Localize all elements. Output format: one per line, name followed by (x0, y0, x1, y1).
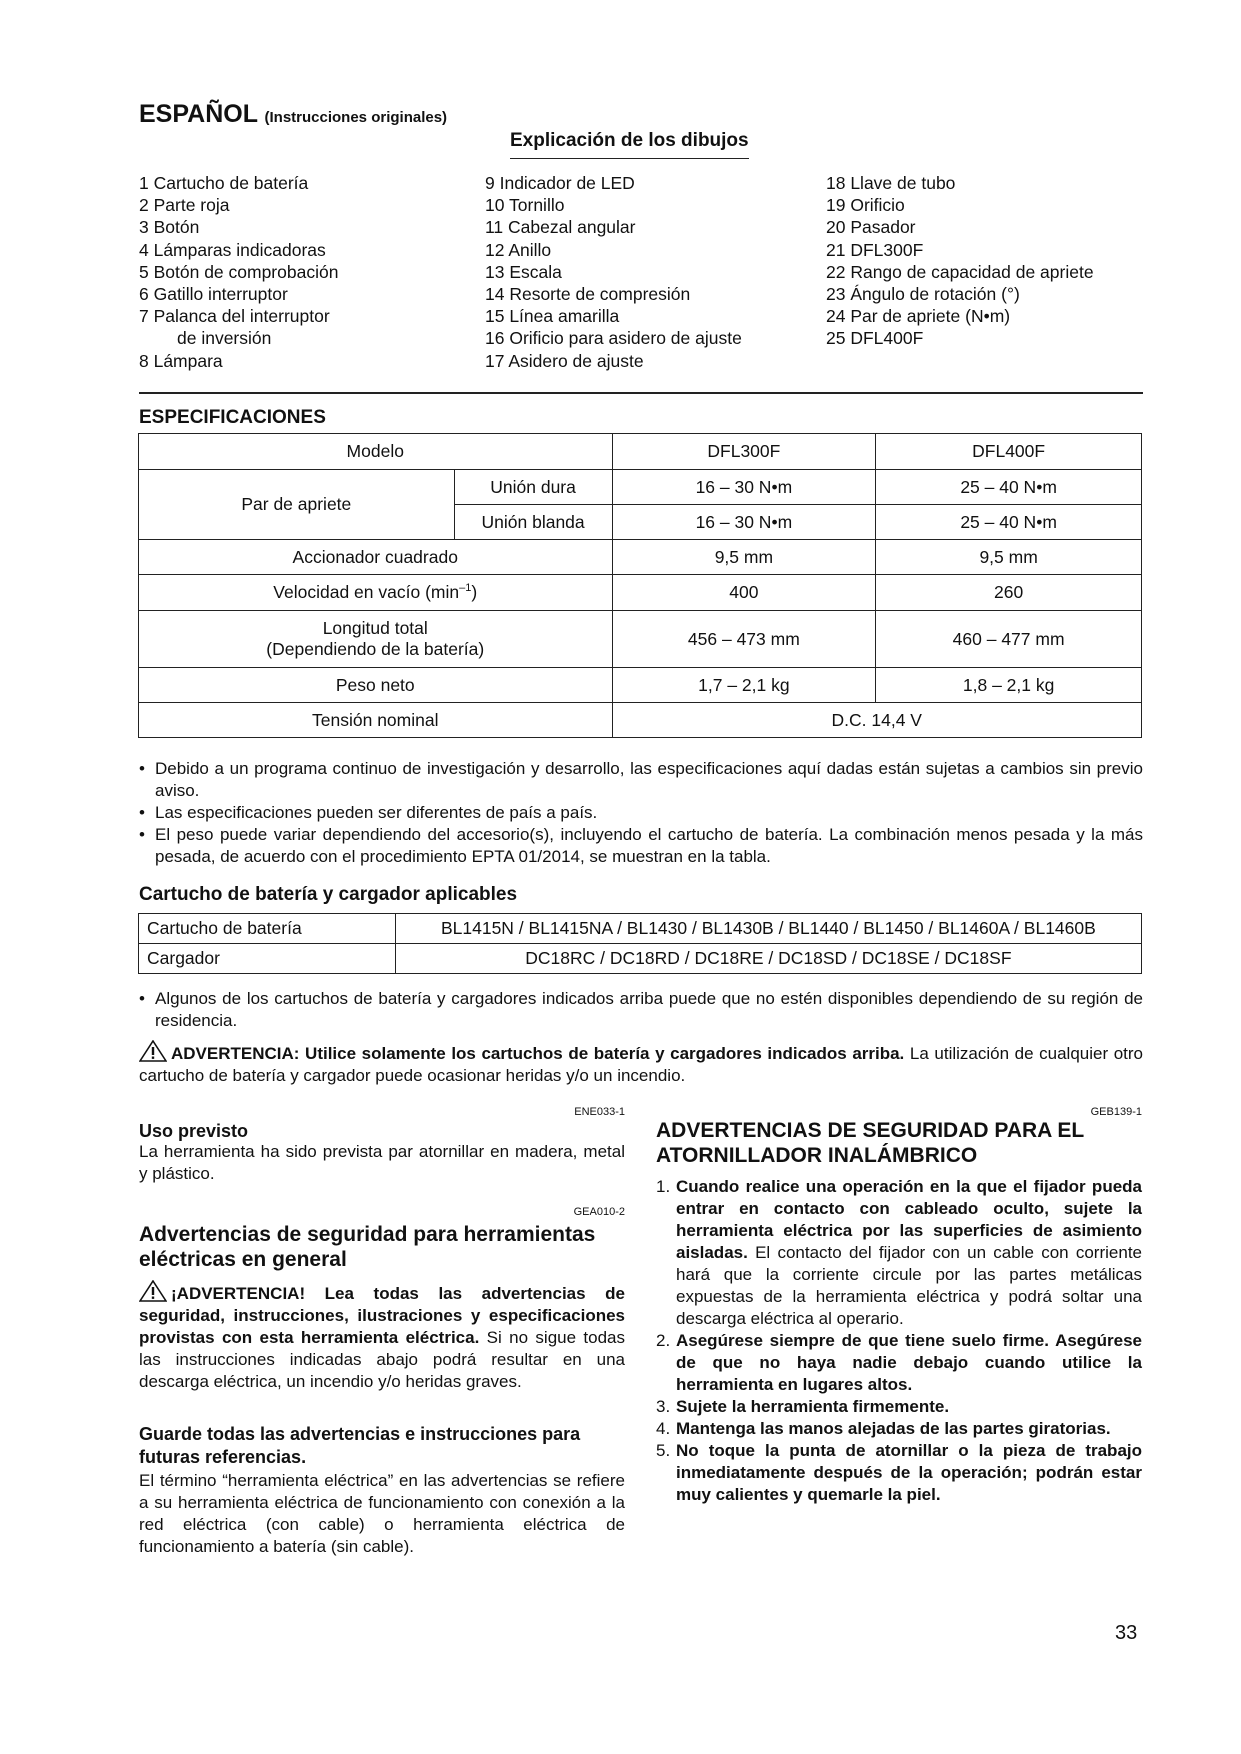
power-tool-definition: El término “herramienta eléctrica” en las advertencias se refiere a su herramienta eléctrica de funcionamiento con conexión a la red eléctrica (con cable) o herramienta eléctrica de funcionamiento a batería (sin cable). (139, 1471, 625, 1556)
code-geb139: GEB139-1 (1090, 1106, 1142, 1118)
note-item: • Debido a un programa continuo de investigación y desarrollo, las especificaciones aquí dadas están sujetas a cambios sin previo aviso. (139, 758, 1143, 802)
legend-item: 3 Botón (139, 217, 200, 238)
overall-length-value: 460 – 477 mm (876, 611, 1142, 668)
hard-joint-label: Unión dura (454, 470, 612, 505)
legend-item: 4 Lámparas indicadoras (139, 239, 326, 260)
overall-length-label: Longitud total (Dependiendo de la batería) (139, 611, 613, 668)
legend-item: 11 Cabezal angular (485, 217, 636, 238)
square-drive-value: 9,5 mm (876, 540, 1142, 575)
legend-item: 22 Rango de capacidad de apriete (826, 261, 1094, 282)
list-item: 1. Cuando realice una operación en la que el fijador pueda entrar en contacto con cableado oculto, sujete la herramienta eléctrica por las superficies de asimiento aisladas. El contacto del fijador con un cable con corriente hará que la corriente circule por las partes metálicas expuestas de la herramienta eléctrica y podrá soltar una descarga eléctrica al operario. (656, 1177, 1142, 1328)
general-warnings-heading: Advertencias de seguridad para herramientas eléctricas en general (139, 1223, 596, 1271)
charger-value: DC18RC / DC18RD / DC18RE / DC18SD / DC18SE / DC18SF (395, 944, 1141, 974)
warning-icon (139, 1280, 167, 1302)
battery-heading: Cartucho de batería y cargador aplicables (139, 884, 518, 905)
legend-item: 19 Orificio (826, 195, 905, 216)
legend-item: 14 Resorte de compresión (485, 284, 691, 305)
page-subtitle: (Instrucciones originales) (264, 109, 448, 126)
legend-item: 16 Orificio para asidero de ajuste (485, 328, 742, 349)
legend-column-1 (139, 172, 338, 372)
list-item: 2. Asegúrese siempre de que tiene suelo firme. Asegúrese de que no haya nadie debajo cuando utilice la herramienta en lugares altos. (656, 1331, 1142, 1394)
no-load-speed-label: Velocidad en vacío $(\min^{-1})$ (139, 575, 613, 611)
hard-joint-value: 25 – 40 N•m (876, 470, 1142, 505)
warning-icon (139, 1040, 167, 1062)
model-label: Modelo (139, 434, 613, 470)
no-load-speed-value: 260 (876, 575, 1142, 611)
no-load-speed-value: 400 (612, 575, 876, 611)
legend-item: 25 DFL400F (826, 328, 924, 349)
rated-voltage-label: Tensión nominal (139, 703, 613, 738)
legend-item: 20 Pasador (826, 217, 916, 238)
page-title: ESPAÑOL (Instrucciones originales) (139, 100, 448, 128)
legend-item: 10 Tornillo (485, 195, 565, 216)
legend-column-2 (485, 172, 742, 372)
battery-cartridge-value: BL1415N / BL1415NA / BL1430 / BL1430B / BL1440 / BL1450 / BL1460A / BL1460B (395, 914, 1141, 944)
legend-item: 2 Parte roja (139, 195, 230, 216)
section-divider (139, 392, 1143, 394)
legend-item: 5 Botón de comprobación (139, 261, 339, 282)
charger-label: Cargador (139, 944, 396, 974)
model-value: DFL300F (612, 434, 876, 470)
overall-length-value: 456 – 473 mm (612, 611, 876, 668)
rated-voltage-value: D.C. 14,4 V (612, 703, 1142, 738)
legend-item: 8 Lámpara (139, 350, 223, 371)
legend-item: 9 Indicador de LED (485, 173, 635, 193)
page-number: 33 (1115, 1622, 1138, 1644)
code-gea010: GEA010-2 (573, 1206, 625, 1218)
legend-item: 18 Llave de tubo (826, 173, 956, 193)
code-ene033: ENE033-1 (574, 1106, 625, 1118)
specifications-table (138, 433, 1142, 738)
general-warning-text: ¡ADVERTENCIA! Lea todas las advertencias de seguridad, instrucciones, ilustraciones y especificaciones provistas con esta herramienta eléctrica. Si no sigue todas las instrucciones indicadas abajo podrá resultar en una descarga eléctrica, un incendio y/o heridas graves. (139, 1280, 625, 1393)
list-item: 4. Mantenga las manos alejadas de las partes giratorias. (656, 1419, 1111, 1438)
battery-note: • Algunos de los cartuchos de batería y cargadores indicados arriba puede que no estén disponibles dependiendo de su región de residencia. (139, 988, 1143, 1032)
safety-warnings-list (656, 1176, 1142, 1506)
model-value: DFL400F (876, 434, 1142, 470)
soft-joint-value: 16 – 30 N•m (612, 505, 876, 540)
intended-use-text: La herramienta ha sido prevista par atornillar en madera, metal y plástico. (139, 1142, 625, 1183)
keep-instructions-heading: Guarde todas las advertencias e instrucciones para futuras referencias. (139, 1424, 581, 1467)
battery-cartridge-label: Cartucho de batería (139, 914, 396, 944)
legend-item: 13 Escala (485, 261, 562, 282)
list-item: 3. Sujete la herramienta firmemente. (656, 1397, 950, 1416)
drawings-explanation-heading: Explicación de los dibujos (510, 130, 749, 159)
net-weight-value: 1,8 – 2,1 kg (876, 668, 1142, 703)
spec-notes (139, 758, 1143, 868)
soft-joint-value: 25 – 40 N•m (876, 505, 1142, 540)
legend-column-3 (826, 172, 1094, 350)
legend-item: de inversión (177, 328, 272, 349)
intended-use-heading: Uso previsto (139, 1121, 249, 1141)
legend-item: 15 Línea amarilla (485, 306, 620, 327)
net-weight-value: 1,7 – 2,1 kg (612, 668, 876, 703)
legend-item: 7 Palanca del interruptor (139, 306, 330, 327)
legend-item: 21 DFL300F (826, 239, 924, 260)
square-drive-label: Accionador cuadrado (139, 540, 613, 575)
note-item: • Las especificaciones pueden ser diferentes de país a país. (139, 802, 1143, 824)
net-weight-label: Peso neto (139, 668, 613, 703)
legend-item: 24 Par de apriete (N•m) (826, 306, 1011, 327)
list-item: 5. No toque la punta de atornillar o la pieza de trabajo inmediatamente después de la operación; podrán estar muy calientes y quemarle la piel. (656, 1441, 1142, 1504)
note-item: • El peso puede variar dependiendo del accesorio(s), incluyendo el cartucho de batería. La combinación menos pesada y la más pesada, de acuerdo con el procedimiento EPTA 01/2014, se muestran en la tabla. (139, 824, 1143, 868)
battery-table (138, 913, 1142, 974)
square-drive-value: 9,5 mm (612, 540, 876, 575)
torque-label: Par de apriete (139, 470, 455, 540)
hard-joint-value: 16 – 30 N•m (612, 470, 876, 505)
cordless-screwdriver-warnings-heading: ADVERTENCIAS DE SEGURIDAD PARA EL ATORNILLADOR INALÁMBRICO (656, 1119, 1084, 1167)
soft-joint-label: Unión blanda (454, 505, 612, 540)
legend-item: 17 Asidero de ajuste (485, 350, 644, 371)
legend-item: 6 Gatillo interruptor (139, 284, 288, 305)
battery-warning: ADVERTENCIA: Utilice solamente los cartuchos de batería y cargadores indicados arriba. La utilización de cualquier otro cartucho de batería y cargador puede ocasionar heridas y/o un incendio. (139, 1040, 1143, 1087)
legend-item: 1 Cartucho de batería (139, 173, 309, 193)
legend-item: 12 Anillo (485, 239, 552, 260)
specifications-heading: ESPECIFICACIONES (139, 407, 326, 428)
legend-item: 23 Ángulo de rotación (°) (826, 284, 1020, 305)
